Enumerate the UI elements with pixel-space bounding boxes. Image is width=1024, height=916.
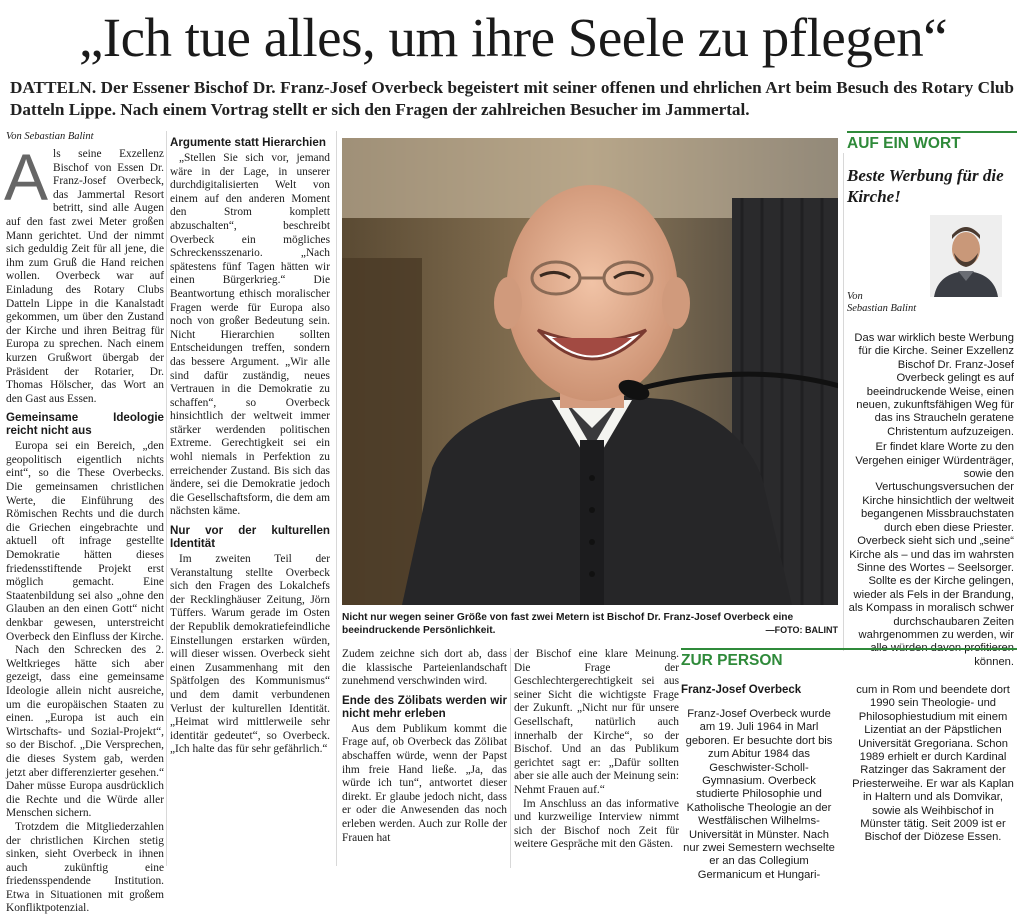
paragraph: Im zweiten Teil der Veranstaltung stellte Overbeck sich den Fragen des Lokalchefs der Recklinghäuser Zeitung, Jörn Tüffers. Warum gerade im Osten der Republik demokratiefeindliche Einstellungen erstarken würden, will dieser wissen. Overbeck sieht einen Zusammenhang mit den Spätfolgen des Kommunismus“ und dem damit verbundenen Verlust der kulturellen Identität. „Heimat wird mittlerweile sehr identitär gedeutet“, so Overbeck. „Ich halte das für sehr gefährlich.“ [170,553,330,756]
bishop-photo [342,138,838,605]
article-column-3 [342,648,507,868]
paragraph: Das war wirklich beste Werbung für die Kirche. Seiner Exzellenz Bischof Dr. Franz-Josef Overbeck gelingt es auf beeindruckende Weise, einen neuen, zukunftsfähigen Weg für das ins Straucheln geratene Christentum aufzuzeigen. [854,332,1014,438]
photo-credit: —FOTO: BALINT [765,625,838,635]
intro-paragraph: Als seine Exzellenz Bischof von Essen Dr. Franz-Josef Overbeck, das Jammertal Resort betritt, sind alle Augen auf den fast zwei Meter großen Mann gerichtet. Und der nimmt sich geduldig Zeit für all jene, die ihm zum Gruß die Hand reichen wollen. Overbeck war auf Einladung des Rotary Clubs Datteln Lippe in die Kanalstadt gekommen, um über den Zustand der Kirche und ihren Beitrag für Europa zu sprechen. Nach einem kurzen Grußwort übergab der Präsident der Rotarier, Dr. Thomas Hölscher, das Wort an den Gast aus Essen. [4,140,164,405]
bishop-portrait-illustration [342,138,838,605]
article-column-2 [170,131,330,866]
dateline: DATTELN. [10,78,97,97]
column-divider [336,131,337,866]
subheading: Ende des Zölibats werden wir nicht mehr erleben [342,693,507,720]
person-column-1: Franz-Josef Overbeck wurde am 19. Juli 1964 in Marl geboren. Er besuchte dort bis zum Abitur 1984 das Geschwister-Scholl-Gymnasium. Overbeck studierte Philosophie und Katholische Theologie an der Westfälischen Wilhelms-Universität in Münster. Nach nur zwei Semestern wechselte er an das Collegium Germanicum et Hungari- [683,708,835,881]
comment-byline: Von Sebastian Balint [847,291,917,314]
comment-title: Beste Werbung für die Kirche! [847,166,1004,206]
lead-paragraph [10,77,1014,121]
auf-ein-wort-label: AUF EIN WORT [847,131,1017,153]
paragraph: Trotzdem die Mitgliederzahlen der christlichen Kirchen stetig sinken, sieht Overbeck in ihnen auch zukünftig eine friedensspendende Institution. Etwa in Situationen mit großem Konfliktpotenzial. [6,820,164,915]
person-name: Franz-Josef Overbeck [681,684,802,696]
drop-cap: A [4,140,49,214]
headline: „Ich tue alles, um ihre Seele zu pflegen“ [78,7,948,68]
subheading: Gemeinsame Ideologie reicht nicht aus [6,411,164,438]
article-column-4 [514,648,679,868]
zur-person-label: ZUR PERSON [681,648,1017,670]
person-column-2: cum in Rom und beendete dort 1990 sein Theologie- und Philosophiestudium mit einem Lizentiat an der Päpstlichen Universität Gregoriana. Schon 1989 erhielt er durch Kardinal Ratzinger das Sakrament der Priesterweihe. Er war als Kaplan in Haltern und als Domvikar, sowie als Weihbischof in Münster tätig. Seit 2009 ist er Bischof der Diözese Essen. [852,684,1014,844]
sidebar-divider [843,153,844,651]
paragraph: Nach den Schrecken des 2. Weltkrieges hätte sich aber gezeigt, dass eine gemeinsame Ideologie allein nicht ausreiche, um die europäischen Staaten zu einen. „Europa ist auch ein Wirtschafts- und Sozial-Projekt“, so der Bischof. „Die Versprechen, die dieses System gab, werden jetzt aber differenzierter gesehen.“ Daher müsse Europa ausdrücklich die Rechte und die Würde aller Menschen sichern. [6,644,164,820]
subheading: Nur vor der kulturellen Identität [170,524,330,551]
paragraph: der Bischof eine klare Meinung. Die Frage der Geschlechtergerechtigkeit sei aus seiner Sicht die wichtigste Frage der Zukunft. „Nicht nur für unsere Gesellschaft, natürlich auch innerhalb der Kirche“, so der Bischof. Und an das Publikum gerichtet sagt er: „Dafür sollten aber sie alle auch der Meinung sein: Nehmt Frauen auf.“ [514,648,679,796]
paragraph: Zudem zeichne sich dort ab, dass die klassische Parteienlandschaft zunehmend verschwinden wird. [342,648,507,688]
paragraph: „Stellen Sie sich vor, jemand wäre in der Lage, in unserer durchdigitalisierten Welt von einem auf den anderen Moment den Strom komplett abzuschalten“, beschreibt Overbeck ein mögliches Schreckensszenario. „Nach spätestens fünf Tagen hätten wir einen Bürgerkrieg.“ Die Beantwortung ethisch moralischer Fragen werde für Europa also noch von großer Bedeutung sein. Nicht Hierarchien sollten Entscheidungen treffen, sondern das bessere Argument. „Wir alle sind dafür zuständig, neues Vertrauen in die Demokratie zu schaffen“, so Overbeck hinsichtlich der weltweit immer stärker werdenden politischen Extreme. Gerechtigkeit sei ein wohl niemals in Perfektion zu erreichender Zustand. Bis sich das ändere, sei die Demokratie jedoch die Gesellschaftsform, die dem am nächsten käme. [170,152,330,518]
paragraph: Aus dem Publikum kommt die Frage auf, ob Overbeck das Zölibat abschaffen würde, wenn der Papst ihm freie Hand ließe. „Ja, das würde ich tun“, antwortet dieser direkt. Er glaube jedoch nicht, dass er oder die Anwesenden das noch erleben werden. Auch zur Rolle der Frauen hat [342,722,507,844]
photo-caption: Nicht nur wegen seiner Größe von fast zwei Metern ist Bischof Dr. Franz-Josef Overbeck eine beeindruckende Persönlichkeit. —FOTO: BALINT [342,612,838,636]
comment-text [847,332,1014,669]
subheading: Argumente statt Hierarchien [170,136,326,149]
column-divider [166,131,167,866]
lead-text: Der Essener Bischof Dr. Franz-Josef Overbeck begeistert mit seiner offenen und ehrlichen Art beim Besuch des Rotary Club Datteln Lippe. Nach einem Vortrag stellt er sich den Fragen der zahlreichen Besucher im Jammertal. [10,78,1014,119]
paragraph: Europa sei ein Bereich, „den geopolitisch eigentlich nichts eint“, so die These Overbecks. Die gemeinsamen christlichen Werte, die Einführung des Römischen Rechts und die durch die Griechen eingebrachte und aktuell oft infrage gestellte Demokratie hätten dieses friedensstiftende Projekt erst möglich gemacht. Eine Staatenbildung sei also „ohne den Glauben an den einen Gott“ nicht denkbar gewesen, unterstreicht Overbeck den Einfluss der Kirche. [6,440,164,643]
paragraph: Er findet klare Worte zu den Vergehen einiger Würdenträger, sowie den Vertuschungsversuchen der Kirche hinsichtlich der weltweit begangenen Missbrauchstaten durch eben diese Priester. Overbeck sieht sich und „seine“ Kirche als – und das im wahrsten Sinne des Wortes – Seelsorger. Sollte es der Kirche gelingen, wieder als Fels in der Brandung, als Kompass in moralisch schwer durchschaubaren Zeiten wahrgenommen zu werden, wir alle würden davon profitieren können. [848,441,1014,668]
paragraph: Im Anschluss an das informative und kurzweilige Interview nimmt sich der Bischof noch Zeit für weitere Gespräche mit den Gästen. [514,797,679,851]
article-column-1 [4,140,164,915]
author-avatar [930,215,1002,297]
column-divider [510,648,511,868]
byline: Von Sebastian Balint [6,131,94,142]
